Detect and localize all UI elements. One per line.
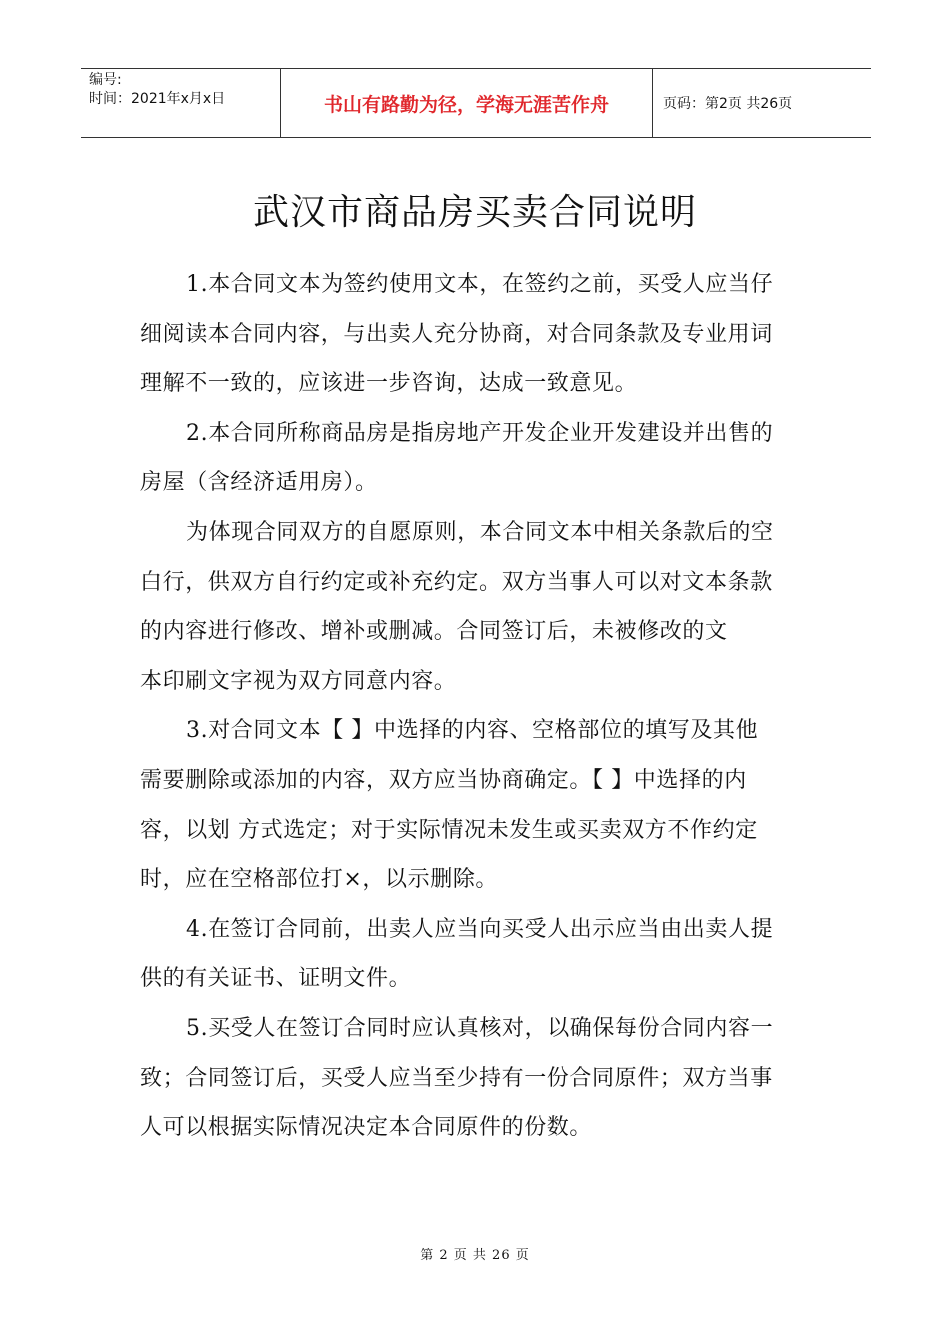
text-line: 的内容进行修改、增补或删减。合同签订后，未被修改的文 bbox=[140, 619, 728, 645]
header-page-info: 页码：第2页 共26页 bbox=[663, 96, 793, 112]
text-line: 3.对合同文本【 】中选择的内容、空格部位的填写及其他 bbox=[186, 718, 759, 744]
text-line: 1.本合同文本为签约使用文本，在签约之前，买受人应当仔 bbox=[186, 272, 774, 297]
header-motto: 书山有路勤为径，学海无涯苦作舟 bbox=[281, 69, 653, 137]
page-footer: 第 2 页 共 26 页 bbox=[420, 1248, 530, 1263]
text-line: 供的有关证书、证明文件。 bbox=[140, 966, 412, 992]
text-line: 白行，供双方自行约定或补充约定。双方当事人可以对文本条款 bbox=[140, 569, 773, 595]
text-line: 时，应在空格部位打×，以示删除。 bbox=[140, 867, 499, 893]
text-line: 人可以根据实际情况决定本合同原件的份数。 bbox=[140, 1115, 593, 1141]
document-body bbox=[140, 260, 812, 1153]
text-line: 需要删除或添加的内容，双方应当协商确定。【 】中选择的内 bbox=[140, 767, 747, 793]
text-line: 4.在签订合同前，出卖人应当向买受人出示应当由出卖人提 bbox=[186, 916, 774, 942]
text-line: 2.本合同所称商品房是指房地产开发企业开发建设并出售的 bbox=[186, 420, 774, 446]
header-meta-cell bbox=[81, 69, 281, 137]
text-line: 5.买受人在签订合同时应认真核对，以确保每份合同内容一 bbox=[186, 1015, 774, 1041]
text-line: 致；合同签订后，买受人应当至少持有一份合同原件；双方当事 bbox=[140, 1065, 773, 1091]
text-line: 容，以划 方式选定；对于实际情况未发生或买卖双方不作约定 bbox=[140, 817, 758, 843]
text-line: 房屋（含经济适用房）。 bbox=[140, 470, 378, 496]
text-line: 细阅读本合同内容，与出卖人充分协商，对合同条款及专业用词 bbox=[140, 321, 773, 347]
document-title: 武汉市商品房买卖合同说明 bbox=[252, 192, 697, 233]
text-line: 理解不一致的，应该进一步咨询，达成一致意见。 bbox=[140, 371, 638, 397]
text-line: 本印刷文字视为双方同意内容。 bbox=[140, 668, 457, 694]
time-label: 时间：2021年x月x日 bbox=[89, 91, 226, 107]
number-label: 编号: bbox=[89, 72, 122, 88]
text-line: 为体现合同双方的自愿原则，本合同文本中相关条款后的空 bbox=[186, 519, 774, 545]
header-table bbox=[81, 68, 871, 138]
